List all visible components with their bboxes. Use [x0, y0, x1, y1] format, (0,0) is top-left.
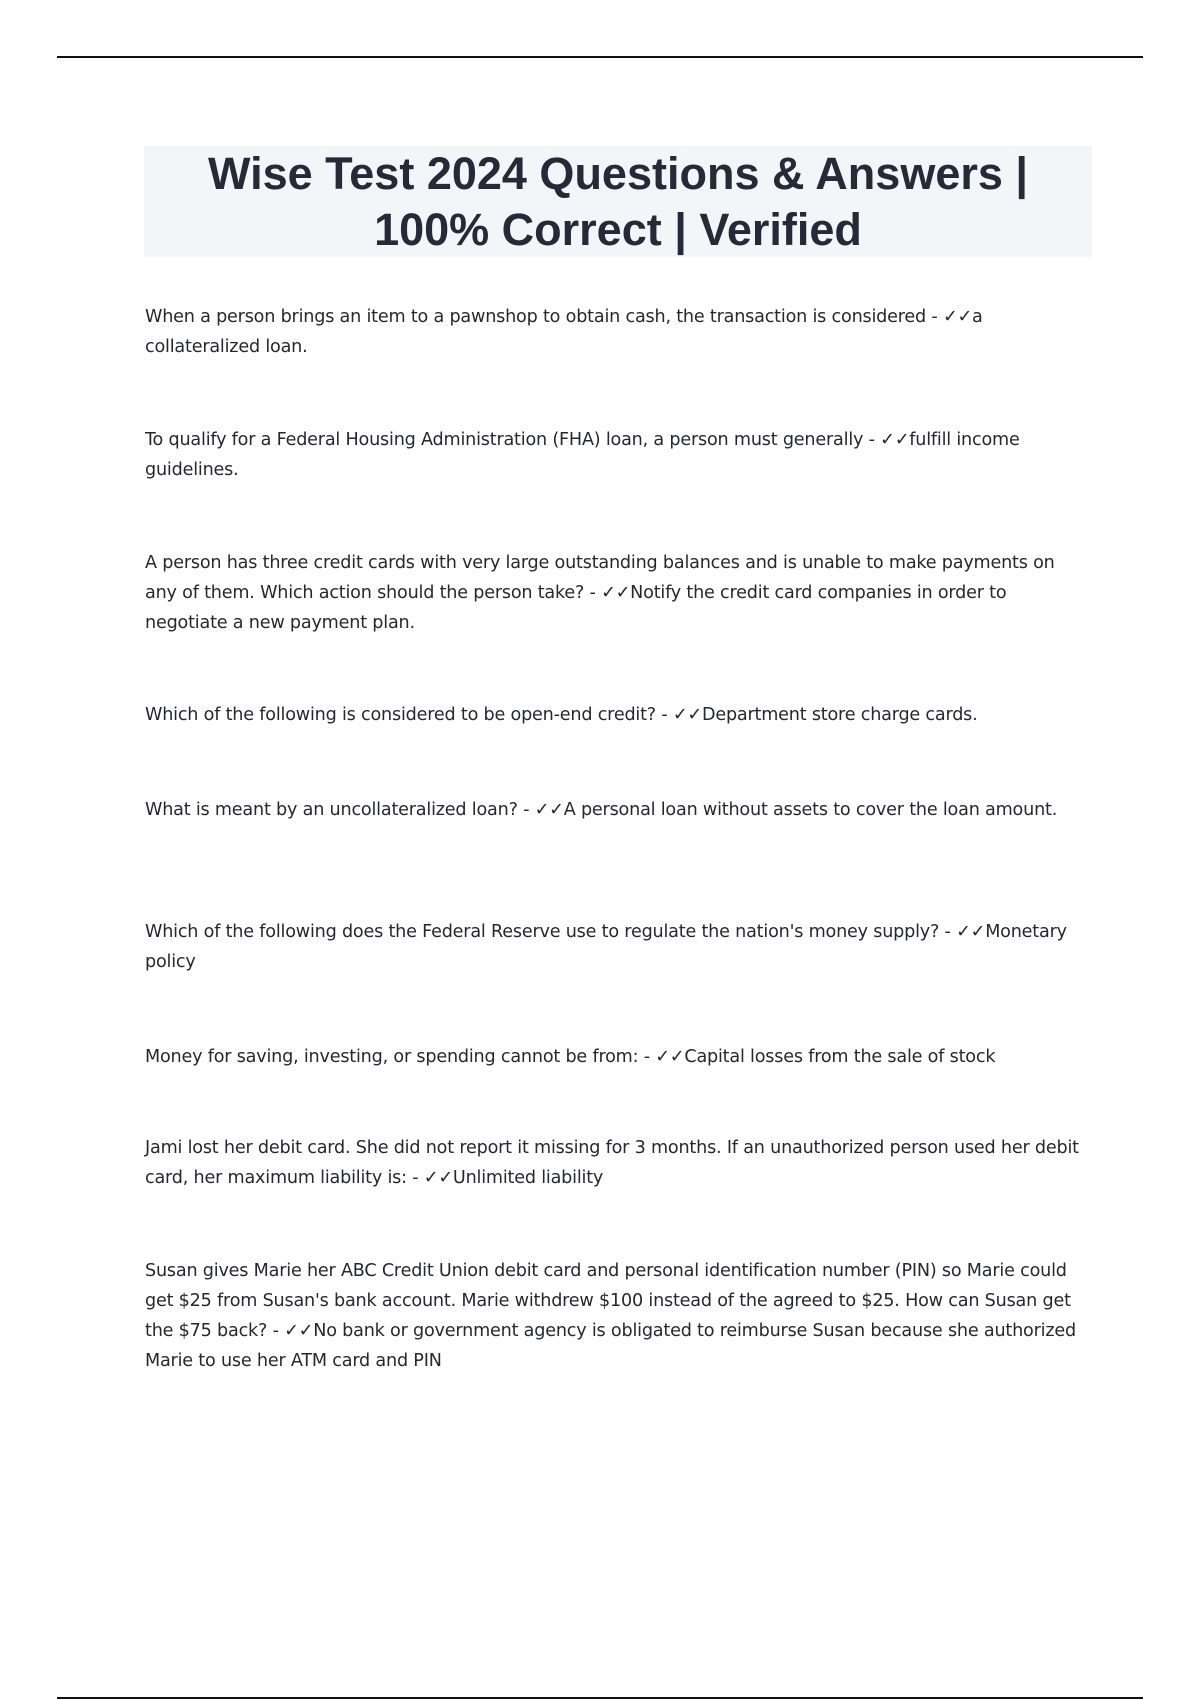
question-text: A person has three credit cards with very large outstanding balances and is unable to make payments on any of them. Which action should the person take? — [145, 553, 1055, 603]
question-text: Jami lost her debit card. She did not report it missing for 3 months. If an unauthorized person used her debit card, her maximum liability is: — [145, 1138, 1079, 1188]
check-icon: ✓✓ — [880, 430, 910, 450]
answer-text: Department store charge cards. — [701, 705, 978, 725]
check-icon: ✓✓ — [672, 705, 702, 725]
question-text: When a person brings an item to a pawnshop to obtain cash, the transaction is considered — [145, 307, 926, 327]
check-icon: ✓✓ — [655, 1047, 685, 1067]
question-text: Which of the following is considered to be open-end credit? — [145, 705, 656, 725]
separator: - — [926, 307, 943, 327]
answer-text: Monetary policy — [145, 922, 1067, 972]
title-banner — [144, 146, 1092, 257]
answer-text: Capital losses from the sale of stock — [684, 1047, 996, 1067]
separator: - — [638, 1047, 656, 1067]
answer-text: fulfill income guidelines. — [145, 430, 1020, 480]
qa-item — [145, 302, 1090, 362]
question-text: Money for saving, investing, or spending cannot be from: — [145, 1047, 639, 1067]
separator: - — [406, 1168, 424, 1188]
question-text: Susan gives Marie her ABC Credit Union debit card and personal identification number (PIN) so Marie could get $25 from Susan's bank account. Marie withdrew $100 instead of the agreed to $25. How can Susan get the $75 back? — [145, 1261, 1071, 1341]
answer-text: a collateralized loan. — [145, 307, 983, 357]
qa-item — [145, 425, 1090, 485]
check-icon: ✓✓ — [942, 307, 973, 327]
separator: - — [517, 800, 535, 820]
check-icon: ✓✓ — [956, 922, 986, 942]
separator: - — [863, 430, 881, 450]
qa-item — [145, 1133, 1090, 1193]
answer-text: Unlimited liability — [452, 1168, 604, 1188]
separator: - — [584, 583, 602, 603]
answer-text: Notify the credit card companies in order to negotiate a new payment plan. — [145, 583, 1007, 633]
document-title: Wise Test 2024 Questions & Answers | 100% Correct | Verified — [208, 147, 1028, 255]
check-icon: ✓✓ — [534, 800, 564, 820]
qa-item — [145, 1256, 1090, 1376]
separator: - — [267, 1321, 285, 1341]
qa-item — [145, 795, 1090, 825]
bottom-rule — [57, 1697, 1143, 1699]
qa-item — [145, 548, 1090, 638]
separator: - — [939, 922, 957, 942]
qa-item — [145, 700, 1090, 730]
separator: - — [655, 705, 673, 725]
check-icon: ✓✓ — [601, 583, 631, 603]
question-text: What is meant by an uncollateralized loan? — [145, 800, 518, 820]
check-icon: ✓✓ — [423, 1168, 453, 1188]
qa-item — [145, 917, 1090, 977]
top-rule — [57, 56, 1143, 58]
check-icon: ✓✓ — [284, 1321, 314, 1341]
answer-text: A personal loan without assets to cover the loan amount. — [563, 800, 1058, 820]
qa-item — [145, 1042, 1090, 1072]
question-text: To qualify for a Federal Housing Administration (FHA) loan, a person must generally — [145, 430, 864, 450]
question-text: Which of the following does the Federal Reserve use to regulate the nation's money supply? — [145, 922, 940, 942]
answer-text: No bank or government agency is obligated to reimburse Susan because she authorized Marie to use her ATM card and PIN — [145, 1321, 1076, 1371]
